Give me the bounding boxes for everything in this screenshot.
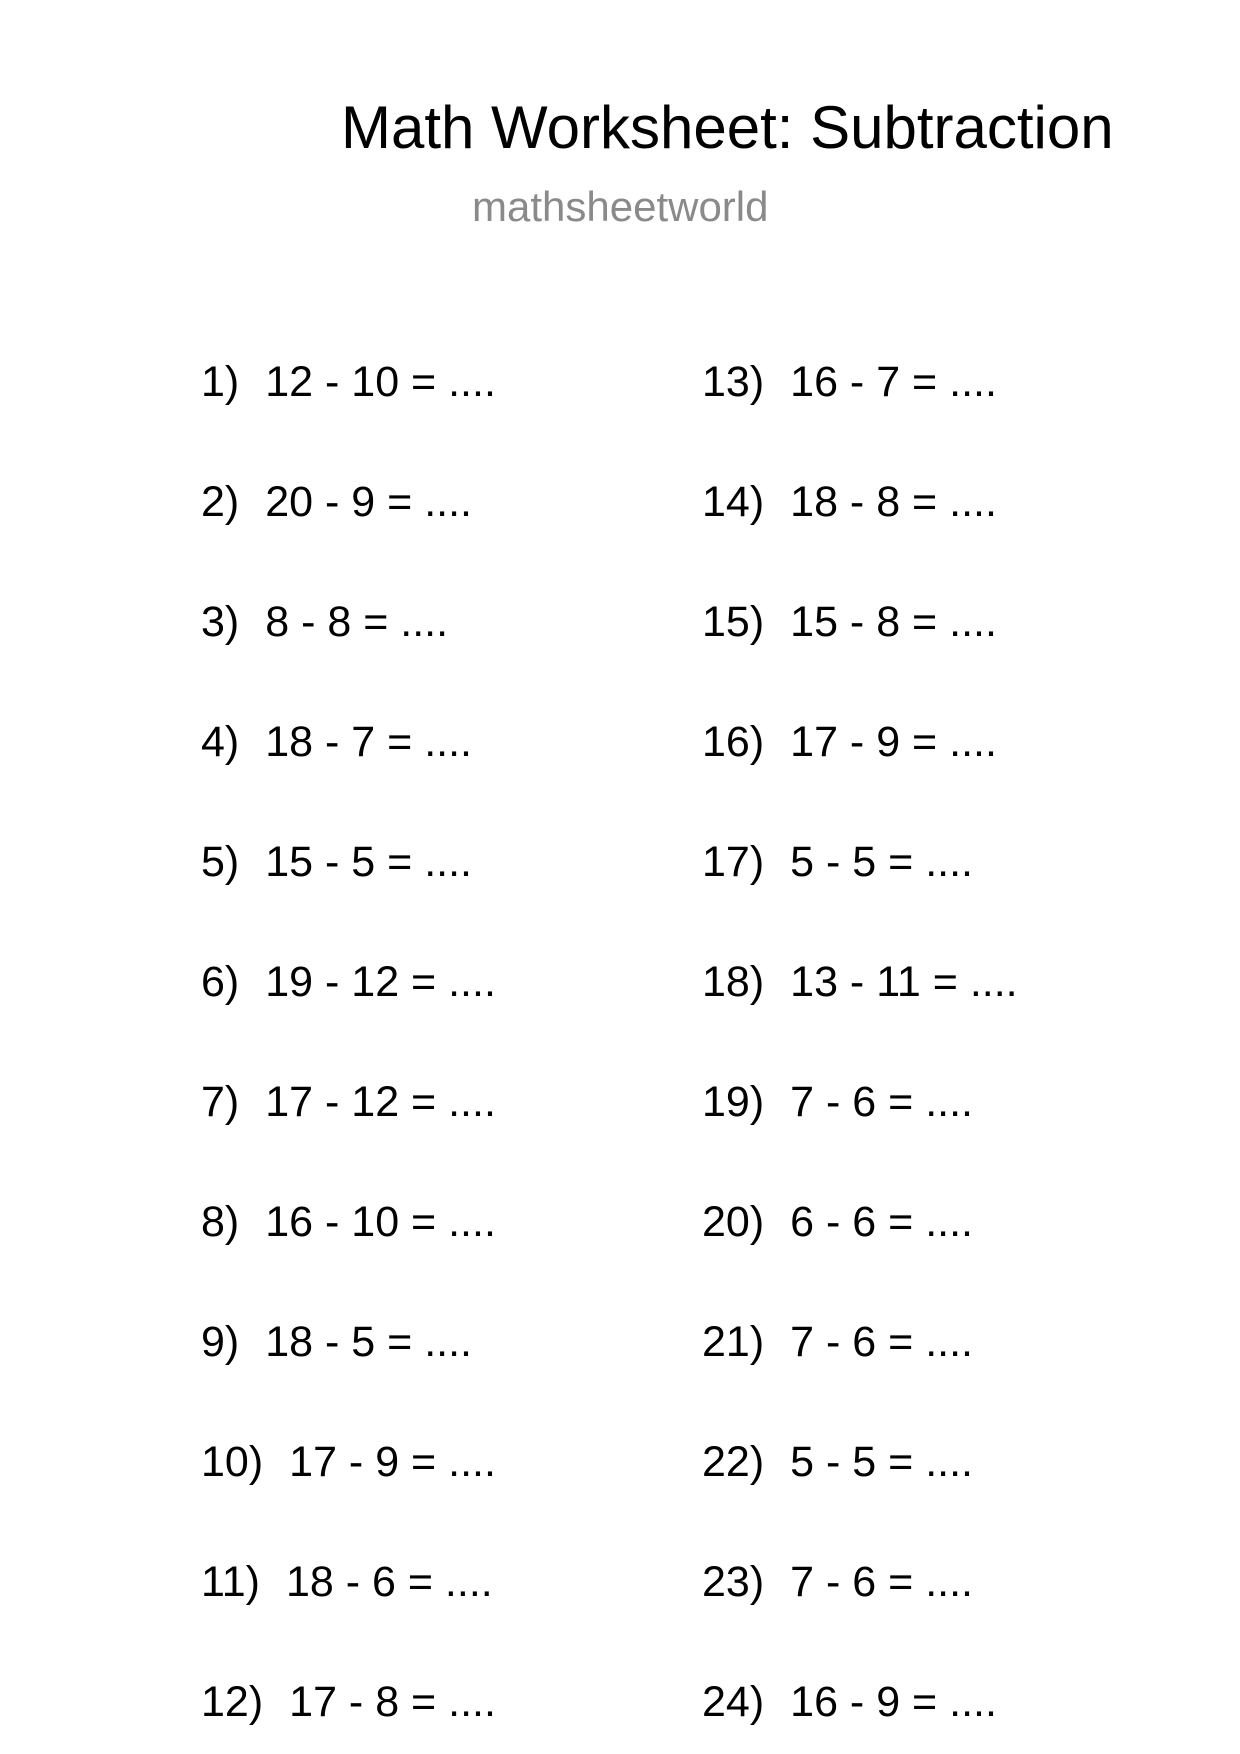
problem-expression: 7 - 6 = .... <box>790 1558 973 1606</box>
problem-number: 13) <box>702 358 765 406</box>
problem-expression: 6 - 6 = .... <box>790 1198 973 1246</box>
problem-expression: 16 - 7 = .... <box>790 358 997 406</box>
problem-number: 7) <box>201 1078 240 1126</box>
problem-expression: 17 - 12 = .... <box>265 1078 496 1126</box>
problem-number: 4) <box>201 718 240 766</box>
problem-number: 18) <box>702 958 765 1006</box>
problem-expression: 16 - 10 = .... <box>265 1198 496 1246</box>
problem-number: 16) <box>702 718 765 766</box>
problem-expression: 17 - 9 = .... <box>289 1438 496 1486</box>
problem-14 <box>702 478 997 526</box>
problem-20 <box>702 1198 973 1246</box>
problem-expression: 15 - 8 = .... <box>790 598 997 646</box>
problem-4 <box>201 718 472 766</box>
problem-number: 6) <box>201 958 240 1006</box>
problem-expression: 15 - 5 = .... <box>265 838 472 886</box>
problem-number: 2) <box>201 478 240 526</box>
problem-number: 20) <box>702 1198 765 1246</box>
problem-number: 1) <box>201 358 240 406</box>
problem-number: 14) <box>702 478 765 526</box>
problem-expression: 7 - 6 = .... <box>790 1078 973 1126</box>
problem-number: 12) <box>201 1678 264 1726</box>
problem-expression: 20 - 9 = .... <box>265 478 472 526</box>
problem-13 <box>702 358 997 406</box>
problem-expression: 17 - 8 = .... <box>289 1678 496 1726</box>
problem-expression: 12 - 10 = .... <box>265 358 496 406</box>
problem-number: 5) <box>201 838 240 886</box>
problem-expression: 17 - 9 = .... <box>790 718 997 766</box>
problem-7 <box>201 1078 496 1126</box>
problem-23 <box>702 1558 973 1606</box>
problem-17 <box>702 838 973 886</box>
problem-24 <box>702 1678 997 1726</box>
problem-number: 22) <box>702 1438 765 1486</box>
problem-9 <box>201 1318 472 1366</box>
problem-number: 21) <box>702 1318 765 1366</box>
problem-15 <box>702 598 997 646</box>
problem-number: 15) <box>702 598 765 646</box>
problem-21 <box>702 1318 973 1366</box>
problem-expression: 16 - 9 = .... <box>790 1678 997 1726</box>
problem-number: 19) <box>702 1078 765 1126</box>
site-name: mathsheetworld <box>472 183 769 230</box>
problem-5 <box>201 838 472 886</box>
problem-expression: 8 - 8 = .... <box>265 598 449 646</box>
page-title: Math Worksheet: Subtraction <box>341 94 1114 161</box>
problem-expression: 18 - 6 = .... <box>285 1558 493 1606</box>
problem-8 <box>201 1198 496 1246</box>
problem-3 <box>201 598 449 646</box>
problem-22 <box>702 1438 973 1486</box>
problem-2 <box>201 478 472 526</box>
problem-12 <box>201 1678 496 1726</box>
problem-number: 17) <box>702 838 765 886</box>
problem-expression: 18 - 5 = .... <box>265 1318 472 1366</box>
problem-expression: 18 - 8 = .... <box>790 478 997 526</box>
problem-number: 9) <box>201 1318 240 1366</box>
problem-number: 10) <box>201 1438 264 1486</box>
problem-expression: 13 - 11 = .... <box>790 958 1018 1006</box>
problem-number: 3) <box>201 598 240 646</box>
problem-16 <box>702 718 997 766</box>
problem-expression: 7 - 6 = .... <box>790 1318 973 1366</box>
problem-expression: 19 - 12 = .... <box>265 958 496 1006</box>
problem-number: 24) <box>702 1678 765 1726</box>
problem-19 <box>702 1078 973 1126</box>
problem-1 <box>201 358 496 406</box>
problem-expression: 5 - 5 = .... <box>790 838 973 886</box>
problem-6 <box>201 958 496 1006</box>
problem-number: 11) <box>201 1558 260 1606</box>
problem-number: 23) <box>702 1558 765 1606</box>
problem-10 <box>201 1438 496 1486</box>
problem-expression: 18 - 7 = .... <box>265 718 472 766</box>
problem-expression: 5 - 5 = .... <box>790 1438 973 1486</box>
problem-18 <box>702 958 1018 1006</box>
problem-number: 8) <box>201 1198 240 1246</box>
problem-11 <box>201 1558 493 1606</box>
